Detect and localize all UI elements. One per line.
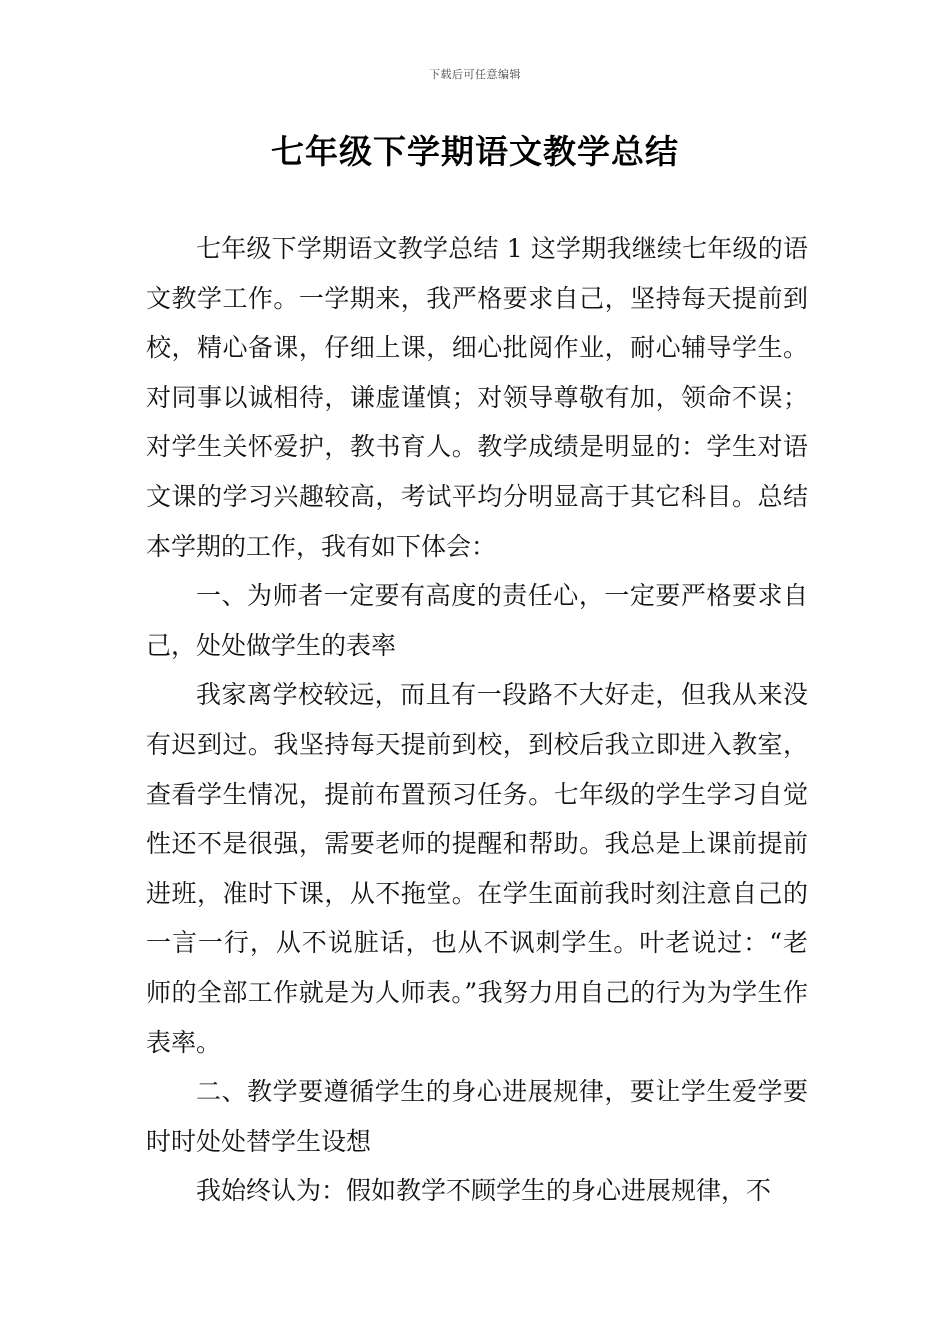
document-title: 七年级下学期语文教学总结 xyxy=(271,132,679,171)
paragraph-section-1: 我家离学校较远，而且有一段路不大好走，但我从来没有迟到过。我坚持每天提前到校，到校后我立即进入教室，查看学生情况，提前布置预习任务。七年级的学生学习自觉性还不是很强，需要老师的提醒和帮助。我总是上课前提前进班，准时下课，从不拖堂。在学生面前我时刻注意自己的一言一行，从不说脏话，也从不讽刺学生。叶老说过：“老师的全部工作就是为人师表。”我努力用自己的行为为学生作表率。 xyxy=(146,680,808,1057)
document-body xyxy=(146,224,808,1216)
header-note: 下载后可任意编辑 xyxy=(429,68,521,81)
paragraph-section-2: 我始终认为：假如教学不顾学生的身心进展规律，不 xyxy=(196,1176,772,1206)
section-heading-1: 一、为师者一定要有高度的责任心，一定要严格要求自己，处处做学生的表率 xyxy=(146,581,808,660)
paragraph-intro: 七年级下学期语文教学总结 1 这学期我继续七年级的语文教学工作。一学期来，我严格要求自己，坚持每天提前到校，精心备课，仔细上课，细心批阅作业，耐心辅导学生。对同事以诚相待，谦虚谨慎；对领导尊敬有加，领命不误；对学生关怀爱护，教书育人。教学成绩是明显的：学生对语文课的学习兴趣较高，考试平均分明显高于其它科目。总结本学期的工作，我有如下体会： xyxy=(146,234,808,561)
section-heading-2: 二、教学要遵循学生的身心进展规律，要让学生爱学要时时处处替学生设想 xyxy=(146,1077,808,1156)
